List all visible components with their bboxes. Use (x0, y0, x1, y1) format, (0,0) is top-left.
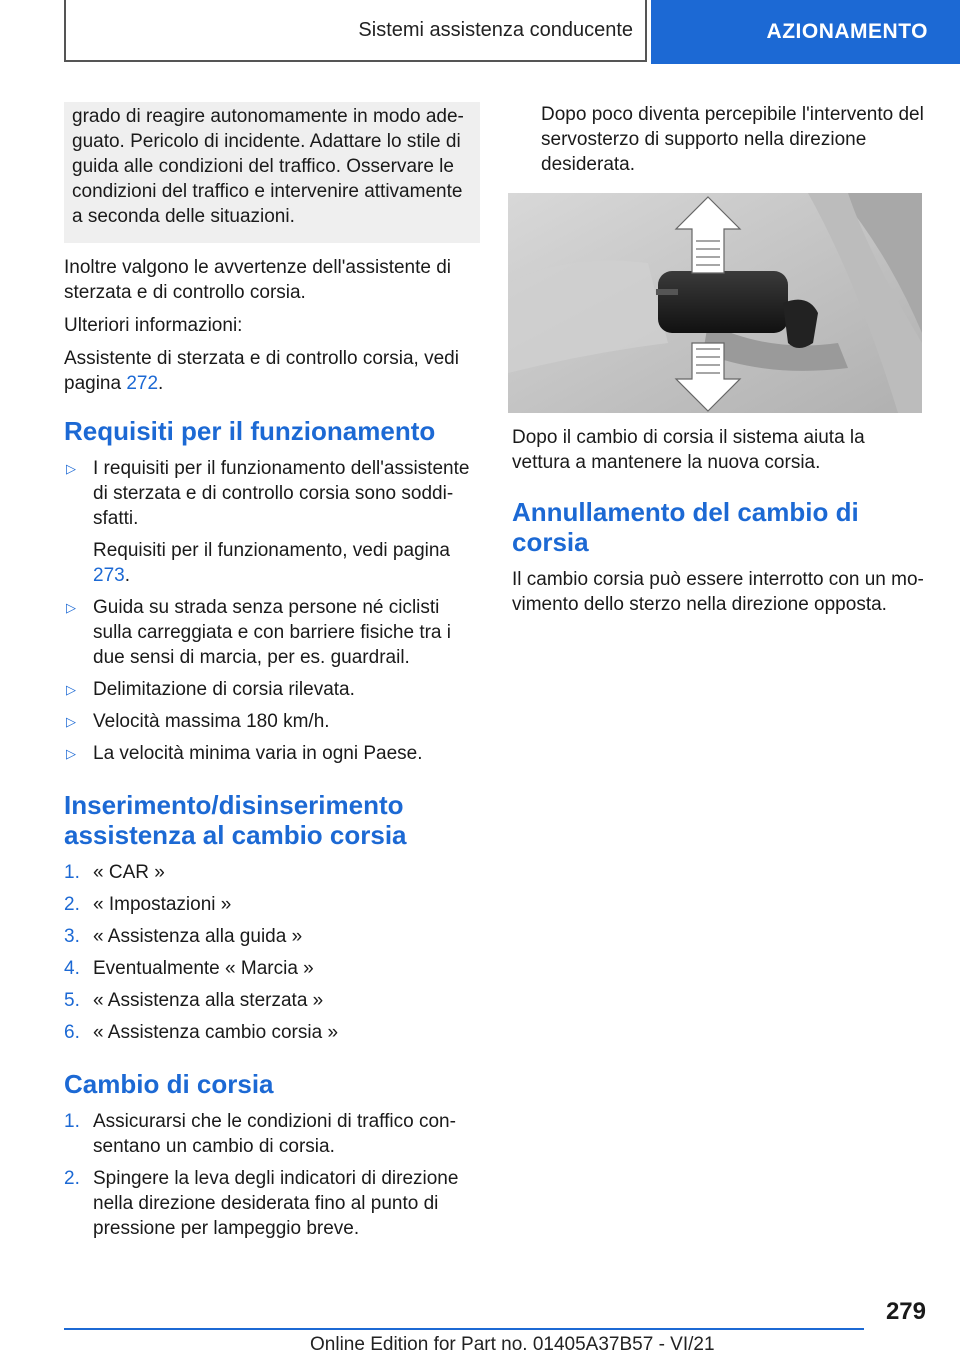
paragraph-intervento: Dopo poco diventa percepibile l'intervento del servosterzo di supporto nella direzione desiderata. (541, 104, 924, 175)
paragraph: Ulteriori informazioni: (64, 315, 243, 336)
header-chapter-tab[interactable] (651, 0, 960, 64)
page-link-272[interactable]: 272 (126, 373, 159, 394)
triangle-bullet-icon: ▷ (66, 746, 76, 761)
list-item (64, 709, 480, 734)
heading-requisiti: Requisiti per il funzionamento (64, 416, 436, 446)
warning-text: grado di reagire autonomamente in modo adeguato. Pericolo di incidente. Adattare lo stile di guida alle condizioni del traffico. Osservare le condizioni del traffico e intervenire attivamente a seconda delle situazioni. (72, 106, 464, 227)
triangle-bullet-icon: ▷ (66, 682, 76, 697)
list-item (64, 456, 480, 588)
sub-paragraph (93, 538, 480, 588)
step-number: 5. (64, 990, 80, 1011)
list-item-text: Delimitazione di corsia rilevata. (93, 679, 355, 700)
list-item-text: La velocità minima varia in ogni Paese. (93, 743, 423, 764)
step-number: 1. (64, 1111, 80, 1132)
triangle-bullet-icon: ▷ (66, 461, 76, 476)
step-text: « CAR » (93, 862, 165, 883)
list-item (64, 956, 480, 981)
step-text: Spingere la leva degli indicatori di direzione nella direzione desiderata fino al punto di pressione per lampeggio breve. (93, 1168, 459, 1239)
page-link-273[interactable]: 273 (93, 565, 125, 586)
right-column (512, 102, 926, 625)
step-text: « Assistenza alla guida » (93, 926, 303, 947)
paragraph-text: Assistente di sterzata e di controllo corsia, vedi pagina (64, 348, 459, 394)
paragraph-with-link (64, 346, 480, 396)
list-item (64, 1020, 480, 1045)
edition-info: Online Edition for Part no. 01405A37B57 - VI/21 (310, 1334, 715, 1355)
paragraph-annullamento: Il cambio corsia può essere interrotto con un movimento dello sterzo nella direzione opposta. (512, 569, 924, 615)
step-number: 6. (64, 1022, 80, 1043)
list-item (64, 924, 480, 949)
page-number: 279 (885, 1298, 926, 1325)
requirements-list (64, 456, 480, 766)
list-item (64, 892, 480, 917)
heading-cambio: Cambio di corsia (64, 1069, 274, 1099)
list-item (64, 988, 480, 1013)
footer-divider (64, 1328, 864, 1330)
list-item-text: Velocità massima 180 km/h. (93, 711, 330, 732)
left-column (64, 102, 480, 1248)
step-number: 2. (64, 894, 80, 915)
step-number: 1. (64, 862, 80, 883)
step-text: « Assistenza alla sterzata » (93, 990, 324, 1011)
turn-signal-lever-photo (508, 193, 922, 413)
step-text: « Impostazioni » (93, 894, 232, 915)
list-item (64, 595, 480, 670)
list-item (64, 1109, 480, 1159)
list-item (64, 677, 480, 702)
list-item (64, 860, 480, 885)
list-item-text: Guida su strada senza persone né ciclisti sulla carreggiata e con barriere fisiche tra i due sensi di marcia, per es. guardrail. (93, 597, 452, 668)
step-number: 4. (64, 958, 80, 979)
list-item (64, 741, 480, 766)
steps-list-lane-change (64, 1109, 480, 1241)
steps-list-activation (64, 860, 480, 1045)
header-section-title (64, 0, 647, 62)
step-number: 2. (64, 1168, 80, 1189)
paragraph-end: . (158, 373, 164, 394)
sub-text: Requisiti per il funzionamento, vedi pagina (93, 540, 450, 561)
step-number: 3. (64, 926, 80, 947)
heading-annullamento: Annullamento del cambio di corsia (512, 497, 859, 557)
triangle-bullet-icon: ▷ (66, 714, 76, 729)
heading-inserimento: Inserimento/disinserimento assistenza al cambio corsia (64, 790, 407, 850)
list-item-text: I requisiti per il funzionamento dell'assistente di sterzata e di controllo corsia sono soddisfatti. (93, 458, 470, 529)
section-title: Sistemi assistenza conducente (358, 18, 633, 41)
list-item (64, 1166, 480, 1241)
triangle-bullet-icon: ▷ (66, 600, 76, 615)
chapter-title: AZIONAMENTO (766, 20, 928, 43)
paragraph: Inoltre valgono le avvertenze dell'assistente di sterzata e di controllo corsia. (64, 257, 452, 303)
step-text: « Assistenza cambio corsia » (93, 1022, 339, 1043)
warning-box (64, 102, 480, 243)
step-text: Eventualmente « Marcia » (93, 958, 314, 979)
step-text: Assicurarsi che le condizioni di traffico consentano un cambio di corsia. (93, 1111, 456, 1157)
sub-end: . (124, 565, 130, 586)
paragraph-after-image: Dopo il cambio di corsia il sistema aiuta la vettura a mantenere la nuova corsia. (512, 427, 865, 473)
